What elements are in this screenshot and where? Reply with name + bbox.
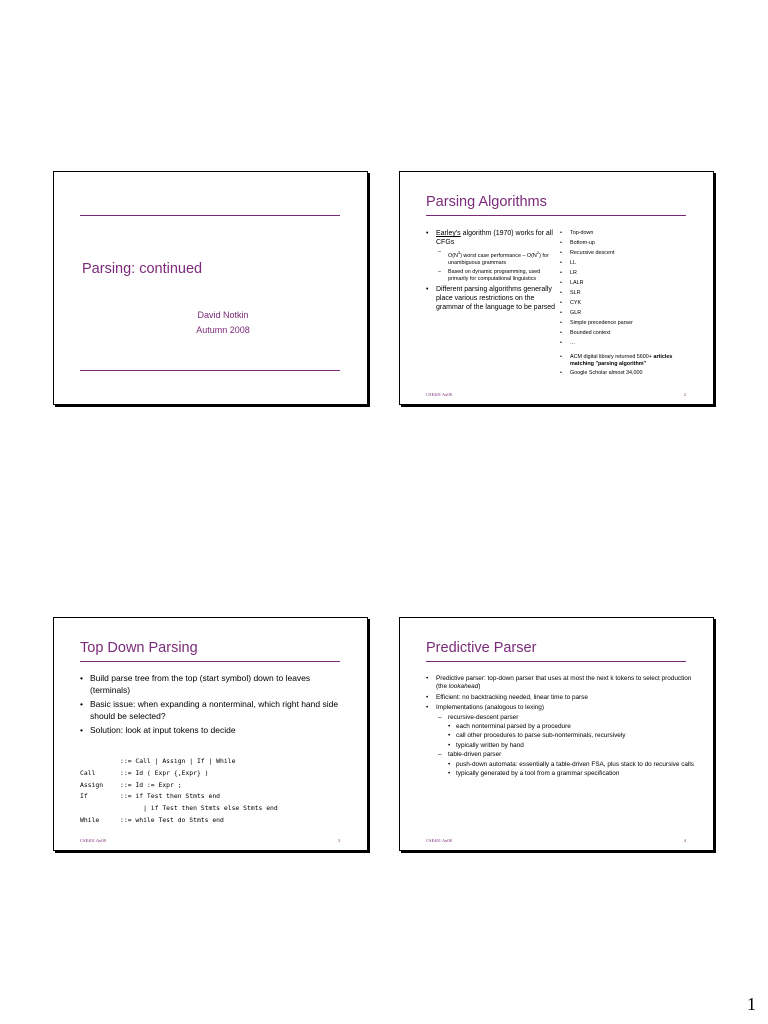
slide-heading: Top Down Parsing [80, 640, 198, 656]
slide-title-text: Parsing: continued [82, 261, 203, 277]
rhs: ::= Id ( Expr {,Expr} ) [120, 768, 209, 777]
slide-predictive-parser [399, 617, 714, 851]
emphasis: lookahead [448, 683, 479, 691]
list-item: • … [560, 338, 690, 348]
lhs: Call [80, 768, 96, 777]
list-item [560, 354, 690, 368]
rhs: ::= if Test then Stmts end [120, 792, 221, 801]
list-item: • Simple precedence parser [560, 318, 690, 328]
sup: 3 [457, 250, 461, 255]
grammar-row [80, 768, 278, 780]
footer-course: CSE401 Au08 [426, 392, 452, 397]
earley-name: Earley's [436, 230, 461, 237]
footer-course: CSE401 Au08 [80, 838, 106, 843]
text: table-driven parser [448, 751, 502, 759]
list-item: • call other procedures to parse sub-nonterminals, recursively [448, 732, 696, 740]
heading-rule [80, 661, 340, 662]
footer-page: 2 [683, 392, 686, 397]
list-item: • Solution: look at input tokens to decide [80, 725, 342, 737]
grammar-row [80, 780, 278, 792]
author-block [54, 308, 367, 338]
rhs: ::= while Test do Stmts end [120, 815, 224, 824]
top-rule [80, 215, 340, 216]
list-item: • Google Scholar almost 34,000 [560, 368, 690, 378]
slide-heading: Parsing Algorithms [426, 194, 547, 210]
footer-page: 4 [683, 838, 686, 843]
lhs: Assign [80, 780, 104, 789]
heading-rule [426, 215, 686, 216]
bullets [80, 673, 342, 740]
list-item: • typically written by hand [448, 742, 696, 750]
list-item: • each nonterminal parsed by a procedure [448, 723, 696, 731]
earley-text: algorithm (1970) works for all CFGs [436, 230, 553, 246]
list-item: • Bounded context [560, 328, 690, 338]
list-item [426, 229, 556, 283]
lhs [80, 803, 120, 815]
slide-title [53, 171, 368, 405]
sup: 2 [536, 250, 540, 255]
list-item: • Recursive descent [560, 248, 690, 258]
lhs: While [80, 815, 100, 824]
lhs [80, 756, 120, 768]
list-item: • LALR [560, 278, 690, 288]
list-item: • typically generated by a tool from a grammar specification [448, 770, 696, 778]
grammar-row [80, 803, 278, 815]
slide-parsing-algorithms [399, 171, 714, 405]
grammar-block [80, 756, 278, 827]
slide-top-down-parsing [53, 617, 368, 851]
footer-page: 3 [337, 838, 340, 843]
list-item: • CYK [560, 298, 690, 308]
text: ) for unambiguous grammars [448, 252, 549, 266]
list-item: • Bottom-up [560, 238, 690, 248]
list-item: • Top-down [560, 228, 690, 238]
text: ACM digital library returned 5600+ [570, 354, 654, 360]
text: recursive-descent parser [448, 713, 519, 721]
text: O(N [448, 252, 458, 259]
rhs: ::= Id := Expr ; [120, 780, 182, 789]
footer-course: CSE401 Au08 [426, 838, 452, 843]
text: ) worst case performance – O(N [460, 252, 537, 259]
rhs: ::= Call | Assign | If | While [120, 757, 236, 765]
bullets [426, 675, 696, 780]
list-item: • SLR [560, 288, 690, 298]
list-item [426, 704, 696, 778]
text: Predictive parser: top-down parser that uses at most the next k tokens to select production (the [436, 675, 692, 691]
text: ) [478, 683, 481, 691]
slide-heading: Predictive Parser [426, 640, 537, 656]
list-item: • LL [560, 258, 690, 268]
grammar-row [80, 756, 278, 768]
list-item: – Based on dynamic programming, used primarily for computational linguistics [436, 269, 556, 283]
list-item [436, 714, 696, 751]
list-item: • GLR [560, 308, 690, 318]
list-item [426, 675, 696, 692]
list-item [436, 751, 696, 778]
list-item: • push-down automata: essentially a table-driven FSA, plus stack to do recursive calls [448, 761, 696, 769]
left-bullets [426, 229, 556, 314]
list-item: • LR [560, 268, 690, 278]
heading-rule [426, 661, 686, 662]
lhs: If [80, 792, 88, 801]
list-item [436, 249, 556, 267]
text: Implementations (analogous to lexing) [436, 704, 544, 712]
page-number: 1 [747, 994, 756, 1014]
list-item: • Different parsing algorithms generally place various restrictions on the grammar of the language to be parsed [426, 285, 556, 312]
list-item: • Efficient: no backtracking needed, linear time to parse [426, 694, 696, 702]
list-item: • Build parse tree from the top (start symbol) down to leaves (terminals) [80, 673, 342, 696]
grammar-row [80, 815, 278, 827]
rhs: | if Test then Stmts else Stmts end [120, 804, 278, 813]
right-bullets [560, 228, 690, 378]
term: Autumn 2008 [196, 325, 250, 335]
bottom-rule [80, 370, 340, 371]
author-name: David Notkin [197, 310, 249, 320]
list-item: • Basic issue: when expanding a nonterminal, which right hand side should be selected? [80, 699, 342, 722]
text: articles matching "parsing algorithm" [570, 354, 673, 367]
grammar-row [80, 791, 278, 803]
